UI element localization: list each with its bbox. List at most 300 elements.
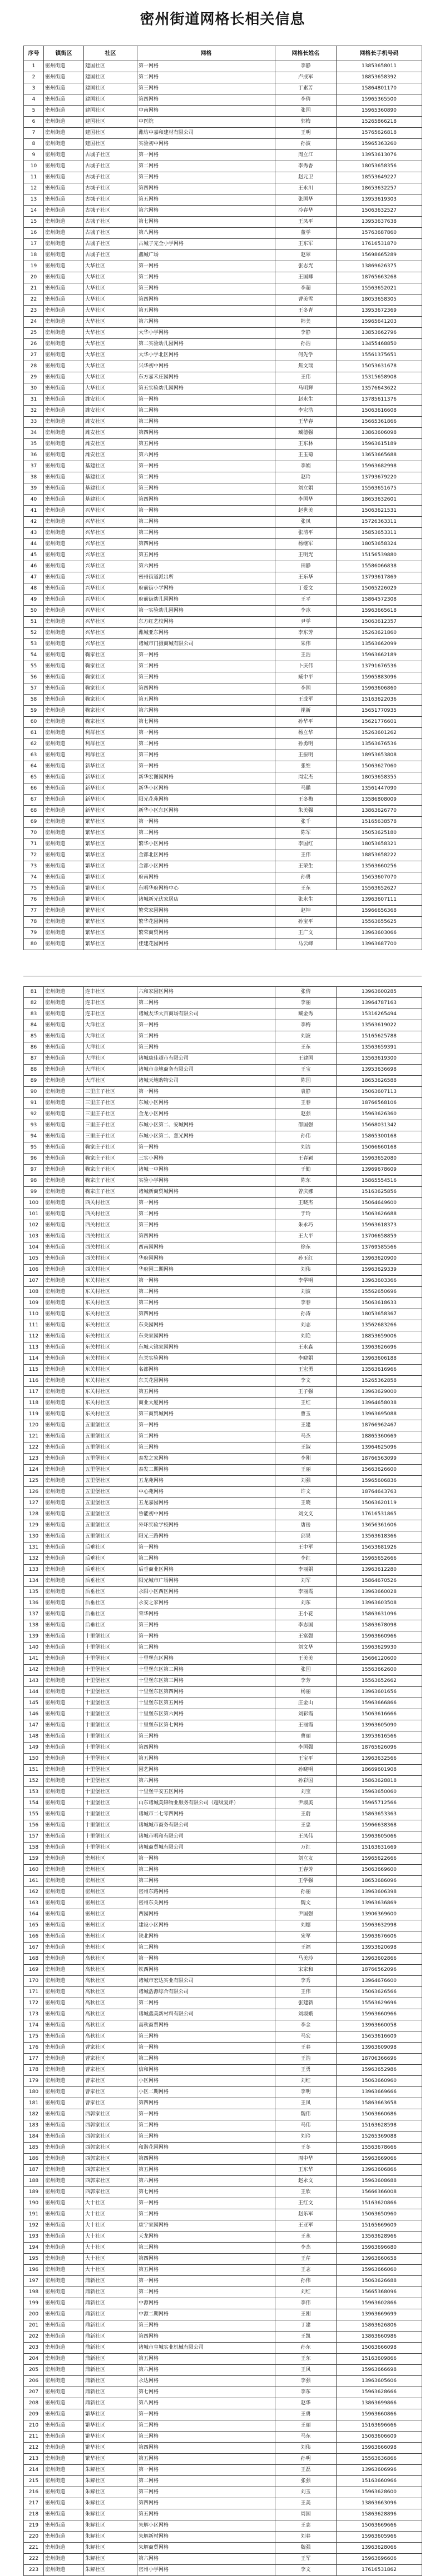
- row-community: 西郭家社区: [84, 2131, 137, 2143]
- row-grid: 古城子完全小学网格: [137, 239, 275, 250]
- row-leader-phone: 15963629339: [337, 1265, 422, 1276]
- row-leader-name: 张清平: [275, 528, 337, 539]
- row-town: 密州街道: [44, 595, 84, 606]
- row-leader-name: 王东华: [275, 572, 337, 583]
- row-leader-name: 王丽: [275, 1465, 337, 1476]
- row-leader-phone: 13964658038: [337, 1398, 422, 1409]
- table-row: [24, 2498, 422, 2509]
- row-grid: 第四网格: [137, 428, 275, 439]
- table-row: [24, 2343, 422, 2354]
- row-leader-phone: 15965363260: [337, 139, 422, 150]
- row-leader-phone: 18766962467: [337, 1420, 422, 1431]
- table-row: [24, 2198, 422, 2209]
- table-row: [24, 2487, 422, 2498]
- row-index: 199: [24, 2298, 44, 2309]
- page-gap: [0, 969, 445, 985]
- row-leader-phone: 15963608688: [337, 2176, 422, 2187]
- row-town: 密州街道: [44, 1654, 84, 1665]
- row-leader-name: 王荣生: [275, 861, 337, 872]
- row-grid: 诸城市门摄商城有限公司: [137, 639, 275, 650]
- header-grid: 网格: [137, 46, 275, 61]
- row-town: 密州街道: [44, 317, 84, 328]
- row-grid: 铁西网格: [137, 1965, 275, 1976]
- row-town: 密州街道: [44, 2543, 84, 2554]
- row-community: 东关村社区: [84, 1331, 137, 1342]
- row-grid: 第二网格: [137, 2420, 275, 2432]
- row-community: 鞠家社区: [84, 706, 137, 717]
- row-index: 112: [24, 1331, 44, 1342]
- row-grid: 第二网格: [137, 161, 275, 172]
- table-row: [24, 1198, 422, 1209]
- row-leader-name: 曹玉: [275, 1409, 337, 1420]
- table-row: [24, 2287, 422, 2298]
- row-leader-phone: 15063620119: [337, 1498, 422, 1509]
- table-row: [24, 617, 422, 628]
- row-leader-phone: 13963602866: [337, 1954, 422, 1965]
- row-town: 密州街道: [44, 761, 84, 772]
- row-grid: 第一网格: [137, 1542, 275, 1554]
- row-leader-phone: 15315658908: [337, 372, 422, 383]
- row-index: 166: [24, 1931, 44, 1943]
- row-leader-phone: 15963666698: [337, 2365, 422, 2376]
- row-leader-phone: 18053658324: [337, 539, 422, 550]
- row-leader-phone: 13964625096: [337, 1442, 422, 1454]
- table-row: [24, 483, 422, 495]
- row-town: 密州街道: [44, 2320, 84, 2332]
- row-community: 五里堡社区: [84, 1487, 137, 1498]
- row-index: 44: [24, 539, 44, 550]
- row-grid: 第一网格: [137, 1854, 275, 1865]
- table-row: [24, 2398, 422, 2409]
- row-community: 西郭家社区: [84, 2176, 137, 2187]
- row-grid: 诸城市明和有限公司: [137, 1831, 275, 1843]
- row-index: 19: [24, 261, 44, 272]
- table-row: [24, 2387, 422, 2398]
- row-leader-phone: 15965606836: [337, 1476, 422, 1487]
- table-row: [24, 1320, 422, 1331]
- row-leader-phone: 15265866218: [337, 117, 422, 128]
- row-grid: 第五网格: [137, 2509, 275, 2520]
- table-row: [24, 306, 422, 317]
- row-community: 利群社区: [84, 750, 137, 761]
- row-index: 195: [24, 2254, 44, 2265]
- row-community: 鼎新社区: [84, 2376, 137, 2387]
- row-grid: 大华小学网格: [137, 328, 275, 339]
- row-leader-name: 曹丽: [275, 1731, 337, 1743]
- row-index: 72: [24, 850, 44, 861]
- row-leader-phone: 15966656368: [337, 906, 422, 917]
- row-grid: 东方红艺校网格: [137, 617, 275, 628]
- row-leader-phone: 15065226029: [337, 583, 422, 595]
- row-community: 三里庄子社区: [84, 1120, 137, 1131]
- row-leader-phone: 15864801170: [337, 83, 422, 94]
- row-leader-name: 王芹: [275, 2254, 337, 2265]
- row-grid: 第六网格: [137, 2176, 275, 2187]
- row-community: 十里堡社区: [84, 1698, 137, 1709]
- row-community: 繁华社区: [84, 817, 137, 828]
- row-index: 54: [24, 650, 44, 661]
- table-row: [24, 1331, 422, 1342]
- row-community: 古城子社区: [84, 250, 137, 261]
- row-community: 朱解社区: [84, 2509, 137, 2520]
- row-index: 119: [24, 1409, 44, 1420]
- table-body-part-1: [24, 61, 422, 950]
- grid-leader-table-part-2: [23, 986, 422, 2576]
- row-leader-phone: 15963602866: [337, 2298, 422, 2309]
- row-grid: 第一网格: [137, 150, 275, 161]
- row-leader-name: 王晓: [275, 1498, 337, 1509]
- table-row: [24, 495, 422, 506]
- row-leader-name: 焦文瑞: [275, 361, 337, 372]
- row-town: 密州街道: [44, 461, 84, 472]
- row-town: 密州街道: [44, 1831, 84, 1843]
- row-town: 密州街道: [44, 2409, 84, 2420]
- row-grid: 第三网格: [137, 2487, 275, 2498]
- row-community: 高秋社区: [84, 2009, 137, 2020]
- row-index: 103: [24, 1231, 44, 1242]
- row-leader-name: 王春: [275, 2043, 337, 2054]
- row-leader-name: 李秀香: [275, 161, 337, 172]
- row-leader-name: 王宝: [275, 1065, 337, 1076]
- header-leader-phone: 网格长手机号码: [337, 46, 422, 61]
- row-leader-name: 赵坤: [275, 906, 337, 917]
- row-town: 密州街道: [44, 495, 84, 506]
- row-index: 140: [24, 1643, 44, 1654]
- row-grid: 第五实验幼儿园网格: [137, 383, 275, 395]
- row-community: 五里堡社区: [84, 1465, 137, 1476]
- row-index: 32: [24, 406, 44, 417]
- row-leader-phone: 15163609866: [337, 2354, 422, 2365]
- row-leader-phone: 15965883096: [337, 672, 422, 683]
- table-row: [24, 1409, 422, 1420]
- row-community: 鼎新社区: [84, 2343, 137, 2354]
- row-leader-phone: 13963687700: [337, 939, 422, 950]
- row-leader-phone: 13863606098: [337, 428, 422, 439]
- row-index: 148: [24, 1731, 44, 1743]
- row-grid: 东明华府网格中心: [137, 883, 275, 895]
- row-leader-name: 崔新: [275, 706, 337, 717]
- row-leader-name: 孙彩国: [275, 1776, 337, 1787]
- row-leader-name: 李梅: [275, 1020, 337, 1031]
- row-leader-name: 王宏勇: [275, 1365, 337, 1376]
- row-index: 30: [24, 383, 44, 395]
- row-leader-phone: 15963660866: [337, 2409, 422, 2420]
- row-grid: 第五网格: [137, 2165, 275, 2176]
- row-index: 212: [24, 2443, 44, 2454]
- row-leader-phone: 13563628966: [337, 2231, 422, 2243]
- row-town: 密州街道: [44, 1354, 84, 1365]
- row-community: 繁华社区: [84, 2420, 137, 2432]
- row-town: 密州街道: [44, 2476, 84, 2487]
- row-leader-name: 尹国强: [275, 1909, 337, 1920]
- row-index: 14: [24, 206, 44, 217]
- table-row: [24, 1165, 422, 1176]
- table-row: [24, 1298, 422, 1309]
- row-leader-name: 臧中平: [275, 672, 337, 683]
- row-grid: 第二网格: [137, 2476, 275, 2487]
- row-leader-phone: 18766563099: [337, 1454, 422, 1465]
- row-index: 41: [24, 506, 44, 517]
- table-row: [24, 194, 422, 206]
- row-town: 密州街道: [44, 2309, 84, 2320]
- row-town: 密州街道: [44, 1342, 84, 1354]
- row-index: 175: [24, 2031, 44, 2043]
- row-leader-phone: 15063626688: [337, 2276, 422, 2287]
- row-leader-phone: 15963618373: [337, 1220, 422, 1231]
- row-town: 密州街道: [44, 1720, 84, 1731]
- row-leader-name: 刘宝: [275, 1787, 337, 1798]
- row-community: 鼎新社区: [84, 2309, 137, 2320]
- row-leader-phone: 18953653808: [337, 750, 422, 761]
- row-grid: 佳建花园网格: [137, 939, 275, 950]
- row-index: 68: [24, 806, 44, 817]
- row-leader-name: 刘玉: [275, 2487, 337, 2498]
- row-leader-name: 王玉菊: [275, 450, 337, 461]
- row-grid: 鲁能初中网格: [137, 1509, 275, 1520]
- row-community: 密州社区: [84, 1909, 137, 1920]
- row-grid: 第二网格: [137, 2054, 275, 2065]
- row-index: 147: [24, 1720, 44, 1731]
- table-row: [24, 550, 422, 561]
- row-leader-phone: 15063612357: [337, 617, 422, 628]
- page-divider: [23, 976, 422, 977]
- row-leader-name: 马宏: [275, 2031, 337, 2043]
- row-index: 4: [24, 94, 44, 106]
- row-index: 222: [24, 2554, 44, 2565]
- table-row: [24, 1765, 422, 1776]
- row-leader-phone: 15863631096: [337, 1609, 422, 1620]
- row-grid: 十里堡东区第二网格: [137, 1665, 275, 1676]
- table-row: [24, 872, 422, 883]
- row-town: 密州街道: [44, 1676, 84, 1687]
- row-index: 34: [24, 428, 44, 439]
- row-leader-phone: 15653607070: [337, 872, 422, 883]
- row-index: 75: [24, 883, 44, 895]
- row-community: 大华社区: [84, 261, 137, 272]
- row-community: 兴华社区: [84, 517, 137, 528]
- row-index: 180: [24, 2087, 44, 2098]
- row-town: 密州街道: [44, 2509, 84, 2520]
- row-community: 潍安社区: [84, 395, 137, 406]
- row-leader-phone: 15563629696: [337, 1998, 422, 2009]
- row-index: 159: [24, 1854, 44, 1865]
- row-leader-name: 张国: [275, 1665, 337, 1676]
- row-grid: 密州街道派出所: [137, 572, 275, 583]
- row-leader-phone: 13953637638: [337, 217, 422, 228]
- row-leader-phone: 18853659006: [337, 1331, 422, 1342]
- row-leader-phone: 13963636869: [337, 1898, 422, 1909]
- row-leader-phone: 15063627060: [337, 761, 422, 772]
- row-town: 密州街道: [44, 861, 84, 872]
- row-leader-name: 于素芳: [275, 83, 337, 94]
- row-index: 182: [24, 2109, 44, 2120]
- row-town: 密州街道: [44, 1887, 84, 1898]
- row-community: 繁华社区: [84, 872, 137, 883]
- table-row: [24, 2443, 422, 2454]
- row-town: 密州街道: [44, 1331, 84, 1342]
- row-town: 密州街道: [44, 1498, 84, 1509]
- row-leader-phone: 13963606866: [337, 2165, 422, 2176]
- row-index: 192: [24, 2220, 44, 2231]
- table-row: [24, 317, 422, 328]
- row-leader-name: 孙伟: [275, 1131, 337, 1142]
- table-row: [24, 472, 422, 483]
- row-community: 十里堡社区: [84, 1787, 137, 1798]
- row-grid: 第二网格: [137, 1031, 275, 1042]
- row-community: 后垂社区: [84, 1620, 137, 1631]
- row-leader-phone: 13863663096: [337, 2498, 422, 2509]
- row-index: 90: [24, 1087, 44, 1098]
- row-grid: 第五网格: [137, 439, 275, 450]
- row-index: 98: [24, 1176, 44, 1187]
- row-leader-name: 朱美强: [275, 806, 337, 817]
- table-row: [24, 106, 422, 117]
- row-leader-name: 王振明: [275, 750, 337, 761]
- row-leader-phone: 15063669600: [337, 1865, 422, 1876]
- row-index: 209: [24, 2409, 44, 2420]
- row-town: 密州街道: [44, 2343, 84, 2354]
- row-grid: 第三网格: [137, 1042, 275, 1054]
- row-leader-name: 张永生: [275, 895, 337, 906]
- row-community: 十里堡社区: [84, 1676, 137, 1687]
- row-index: 171: [24, 1987, 44, 1998]
- row-leader-name: 陈国: [275, 1076, 337, 1087]
- table-row: [24, 1831, 422, 1843]
- table-row: [24, 906, 422, 917]
- row-town: 密州街道: [44, 228, 84, 239]
- row-community: 建国社区: [84, 139, 137, 150]
- row-community: 大华社区: [84, 372, 137, 383]
- table-row: [24, 294, 422, 306]
- row-index: 26: [24, 339, 44, 350]
- row-leader-name: 孙晓明: [275, 1765, 337, 1776]
- row-town: 密州街道: [44, 2187, 84, 2198]
- row-index: 36: [24, 450, 44, 461]
- row-community: 密州社区: [84, 1887, 137, 1898]
- row-leader-name: 李秀: [275, 1976, 337, 1987]
- row-community: 繁华社区: [84, 917, 137, 928]
- row-index: 25: [24, 328, 44, 339]
- row-leader-name: 孙丽: [275, 1887, 337, 1898]
- table-row: [24, 2465, 422, 2476]
- row-leader-phone: 15668031342: [337, 1120, 422, 1131]
- table-row: [24, 1620, 422, 1631]
- row-leader-phone: 13576643622: [337, 383, 422, 395]
- row-town: 密州街道: [44, 1998, 84, 2009]
- row-leader-name: 刘文义: [275, 1509, 337, 1520]
- row-leader-phone: 15053631678: [337, 361, 422, 372]
- table-row: [24, 1365, 422, 1376]
- row-community: 兴华社区: [84, 583, 137, 595]
- row-leader-phone: 15653681926: [337, 1542, 422, 1554]
- row-community: 兴华社区: [84, 639, 137, 650]
- row-leader-name: 赵翠: [275, 250, 337, 261]
- row-town: 密州街道: [44, 1098, 84, 1109]
- row-index: 156: [24, 1820, 44, 1831]
- row-grid: 鑫城广场: [137, 250, 275, 261]
- row-index: 27: [24, 350, 44, 361]
- row-leader-phone: 15563636866: [337, 2454, 422, 2465]
- row-leader-phone: 15563655625: [337, 917, 422, 928]
- row-index: 149: [24, 1743, 44, 1754]
- table-row: [24, 2365, 422, 2376]
- row-index: 79: [24, 928, 44, 939]
- row-index: 74: [24, 872, 44, 883]
- row-grid: 十里堡东区网格: [137, 1654, 275, 1665]
- row-grid: 第一网格: [137, 395, 275, 406]
- table-row: [24, 1342, 422, 1354]
- row-grid: 第二网格: [137, 472, 275, 483]
- row-community: 大华社区: [84, 361, 137, 372]
- row-community: 十里堡社区: [84, 1743, 137, 1754]
- row-town: 密州街道: [44, 2220, 84, 2231]
- table-row: [24, 1820, 422, 1831]
- row-index: 59: [24, 706, 44, 717]
- table-row: [24, 339, 422, 350]
- row-leader-name: 刘立友: [275, 1854, 337, 1865]
- table-row: [24, 683, 422, 695]
- table-row: [24, 372, 422, 383]
- row-index: 137: [24, 1609, 44, 1620]
- row-grid: 朱解小区网格: [137, 2520, 275, 2532]
- row-index: 208: [24, 2398, 44, 2409]
- row-leader-name: 张维: [275, 761, 337, 772]
- row-community: 密州社区: [84, 1865, 137, 1876]
- row-grid: 诸城市宏达实业有限公司: [137, 1976, 275, 1987]
- row-town: 密州街道: [44, 372, 84, 383]
- row-town: 密州街道: [44, 2198, 84, 2209]
- row-town: 密州街道: [44, 2398, 84, 2409]
- row-community: 十里堡社区: [84, 1709, 137, 1720]
- table-row: [24, 1909, 422, 1920]
- row-grid: 第二网格: [137, 2120, 275, 2131]
- row-index: 82: [24, 998, 44, 1009]
- row-leader-name: 李文: [275, 1376, 337, 1387]
- row-town: 密州街道: [44, 2465, 84, 2476]
- row-leader-phone: 15663626600: [337, 1465, 422, 1476]
- row-community: 鼎新社区: [84, 2320, 137, 2332]
- row-town: 密州街道: [44, 1254, 84, 1265]
- row-grid: 第二网格: [137, 272, 275, 283]
- row-town: 密州街道: [44, 917, 84, 928]
- table-row: [24, 2320, 422, 2332]
- row-index: 42: [24, 517, 44, 528]
- row-town: 密州街道: [44, 617, 84, 628]
- row-leader-name: 马东: [275, 2432, 337, 2443]
- row-grid: 诸城康佳超市有限公司: [137, 1054, 275, 1065]
- row-leader-phone: 15064649600: [337, 1198, 422, 1209]
- row-grid: 第二网格: [137, 828, 275, 839]
- row-grid: 第二网格: [137, 1209, 275, 1220]
- row-community: 大华社区: [84, 339, 137, 350]
- row-town: 密州街道: [44, 61, 84, 72]
- row-community: 鞠家社区: [84, 661, 137, 672]
- row-leader-name: 宋军: [275, 1931, 337, 1943]
- table-row: [24, 1465, 422, 1476]
- row-community: 朱解社区: [84, 2554, 137, 2565]
- row-leader-phone: 18053658321: [337, 839, 422, 850]
- row-grid: 第四网格: [137, 94, 275, 106]
- table-row: [24, 1487, 422, 1498]
- row-town: 密州街道: [44, 2554, 84, 2565]
- row-index: 64: [24, 761, 44, 772]
- table-row: [24, 450, 422, 461]
- row-index: 141: [24, 1654, 44, 1665]
- row-community: 密州社区: [84, 1920, 137, 1931]
- row-town: 密州街道: [44, 406, 84, 417]
- row-leader-name: 王勇: [275, 2065, 337, 2076]
- table-row: [24, 1176, 422, 1187]
